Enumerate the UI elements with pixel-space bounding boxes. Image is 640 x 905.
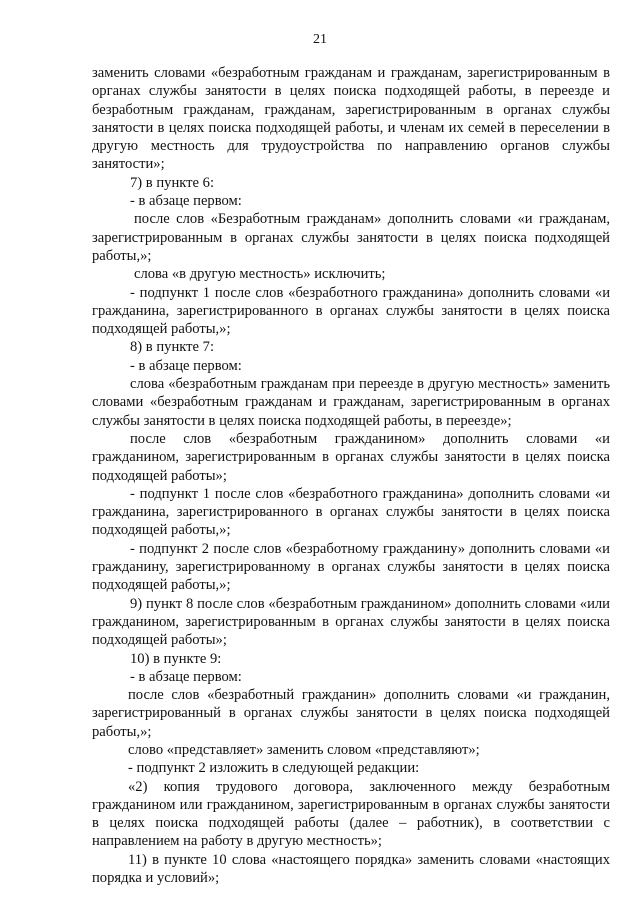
paragraph: 10) в пункте 9: <box>130 650 222 667</box>
document-body <box>92 64 610 887</box>
paragraph: - в абзаце первом: <box>130 668 242 685</box>
paragraph: после слов «безработный гражданин» дополнить словами «и гражданин, зарегистрированный в органах службы занятости в целях поиска подходящей работы,»; <box>92 687 610 740</box>
paragraph: «2) копия трудового договора, заключенного между безработным гражданином или гражданином, зарегистрированным в органах службы занятости в целях поиска подходящей работы (далее – работник), в соответствии с направлением на работу в другую местность»; <box>92 778 610 850</box>
paragraph: 9) пункт 8 после слов «безработным гражданином» дополнить словами «или гражданином, зарегистрированным в органах службы занятости в целях поиска подходящей работы»; <box>92 595 610 649</box>
paragraph: слово «представляет» заменить словом «представляют»; <box>128 741 480 758</box>
paragraph: - подпункт 2 после слов «безработному гражданину» дополнить словами «и гражданину, зарегистрированному в органах службы занятости в целях поиска подходящей работы,»; <box>92 540 610 594</box>
paragraph: - подпункт 1 после слов «безработного гражданина» дополнить словами «и гражданина, зарегистрированного в органах службы занятости в целях поиска подходящей работы,»; <box>92 284 610 338</box>
paragraph: заменить словами «безработным гражданам и гражданам, зарегистрированным в органах службы занятости в целях поиска подходящей работы, в переезде и безработным гражданам, гражданам, зарегистрированным в органах службы занятости в целях поиска подходящей работы, и членам их семей в переселении в другую местность для трудоустройства по направлению органов службы занятости»; <box>92 65 610 173</box>
paragraph: после слов «безработным гражданином» дополнить словами «и гражданином, зарегистрированным в органах службы занятости в целях поиска подходящей работы»; <box>92 430 610 484</box>
paragraph: 8) в пункте 7: <box>130 339 215 356</box>
paragraph: - подпункт 2 изложить в следующей редакции: <box>128 760 420 777</box>
paragraph: слова «в другую местность» исключить; <box>134 266 386 283</box>
page-number: 21 <box>313 32 327 47</box>
paragraph: - в абзаце первом: <box>130 357 242 374</box>
paragraph: слова «безработным гражданам при переезде в другую местность» заменить словами «безработным гражданам и гражданам, зарегистрированным в органах службы занятости в целях поиска подходящей работы, в переезде»; <box>92 376 610 429</box>
paragraph: 11) в пункте 10 слова «настоящего порядка» заменить словами «настоящих порядка и условий»; <box>92 851 610 887</box>
paragraph: после слов «Безработным гражданам» дополнить словами «и гражданам, зарегистрированным в органах службы занятости в целях поиска подходящей работы,»; <box>92 211 610 264</box>
paragraph: 7) в пункте 6: <box>130 174 215 191</box>
paragraph: - в абзаце первом: <box>130 193 242 210</box>
paragraph: - подпункт 1 после слов «безработного гражданина» дополнить словами «и гражданина, зарегистрированного в органах службы занятости в целях поиска подходящей работы,»; <box>92 485 610 539</box>
